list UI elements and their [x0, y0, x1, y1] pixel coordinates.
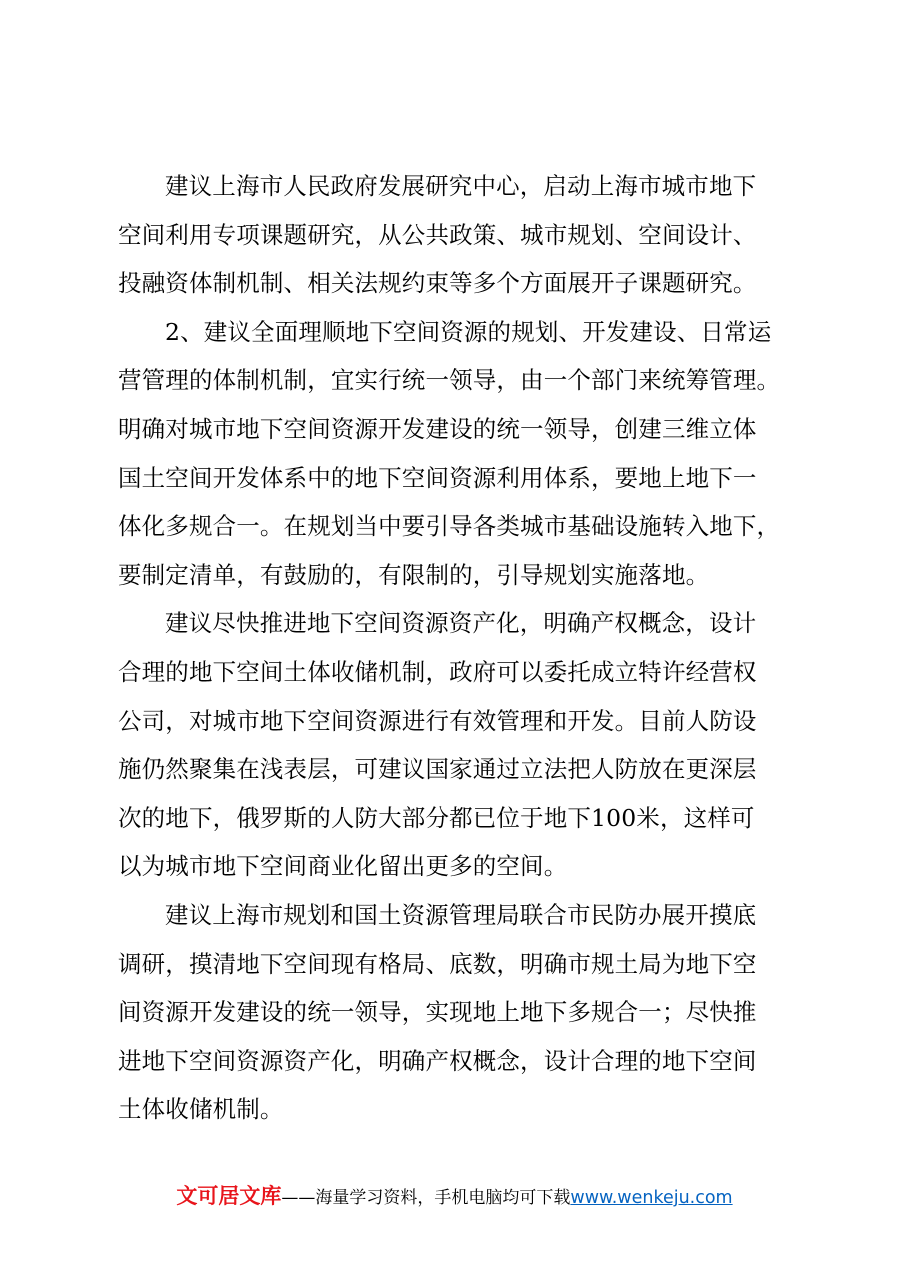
- footer-slogan: ——海量学习资料，手机电脑均可下载: [281, 1188, 571, 1208]
- paragraph-4-line-2: 调研，摸清地下空间现有格局、底数，明确市规土局为地下空: [118, 949, 757, 978]
- paragraph-4-line-3: 间资源开发建设的统一领导，实现地上地下多规合一；尽快推: [118, 998, 757, 1027]
- paragraph-3-line-6: 以为城市地下空间商业化留出更多的空间。: [118, 852, 568, 881]
- paragraph-4-line-1: 建议上海市规划和国土资源管理局联合市民防办展开摸底: [165, 900, 757, 929]
- paragraph-2-line-2: 营管理的体制机制，宜实行统一领导，由一个部门来统筹管理。: [118, 366, 781, 395]
- paragraph-2-line-1: 2、建议全面理顺地下空间资源的规划、开发建设、日常运: [165, 317, 772, 346]
- paragraph-2-line-5: 体化多规合一。在规划当中要引导各类城市基础设施转入地下，: [118, 512, 781, 541]
- paragraph-3-line-3: 公司，对城市地下空间资源进行有效管理和开发。目前人防设: [118, 706, 757, 735]
- paragraph-1-line-2: 空间利用专项课题研究，从公共政策、城市规划、空间设计、: [118, 220, 757, 249]
- paragraph-2-line-6: 要制定清单，有鼓励的，有限制的，引导规划实施落地。: [118, 560, 710, 589]
- paragraph-4-line-4: 进地下空间资源资产化，明确产权概念，设计合理的地下空间: [118, 1046, 757, 1075]
- paragraph-3-line-4: 施仍然聚集在浅表层，可建议国家通过立法把人防放在更深层: [118, 755, 757, 784]
- paragraph-3-line-5: 次的地下，俄罗斯的人防大部分都已位于地下100米，这样可: [118, 803, 755, 832]
- paragraph-2-line-3: 明确对城市地下空间资源开发建设的统一领导，创建三维立体: [118, 414, 757, 443]
- paragraph-3-line-2: 合理的地下空间土体收储机制，政府可以委托成立特许经营权: [118, 657, 757, 686]
- page-footer: [0, 1180, 909, 1214]
- paragraph-1-line-1: 建议上海市人民政府发展研究中心，启动上海市城市地下: [165, 172, 757, 200]
- paragraph-3-line-1: 建议尽快推进地下空间资源资产化，明确产权概念，设计: [165, 609, 757, 638]
- footer-brand: 文可居文库: [176, 1184, 282, 1208]
- paragraph-2-line-4: 国土空间开发体系中的地下空间资源利用体系，要地上地下一: [118, 463, 757, 492]
- document-body: [118, 162, 798, 1134]
- paragraph-1-line-3: 投融资体制机制、相关法规约束等多个方面展开子课题研究。: [118, 269, 757, 298]
- footer-website-link[interactable]: www.wenkeju.com: [570, 1188, 733, 1208]
- paragraph-4-line-5: 土体收储机制。: [118, 1095, 284, 1124]
